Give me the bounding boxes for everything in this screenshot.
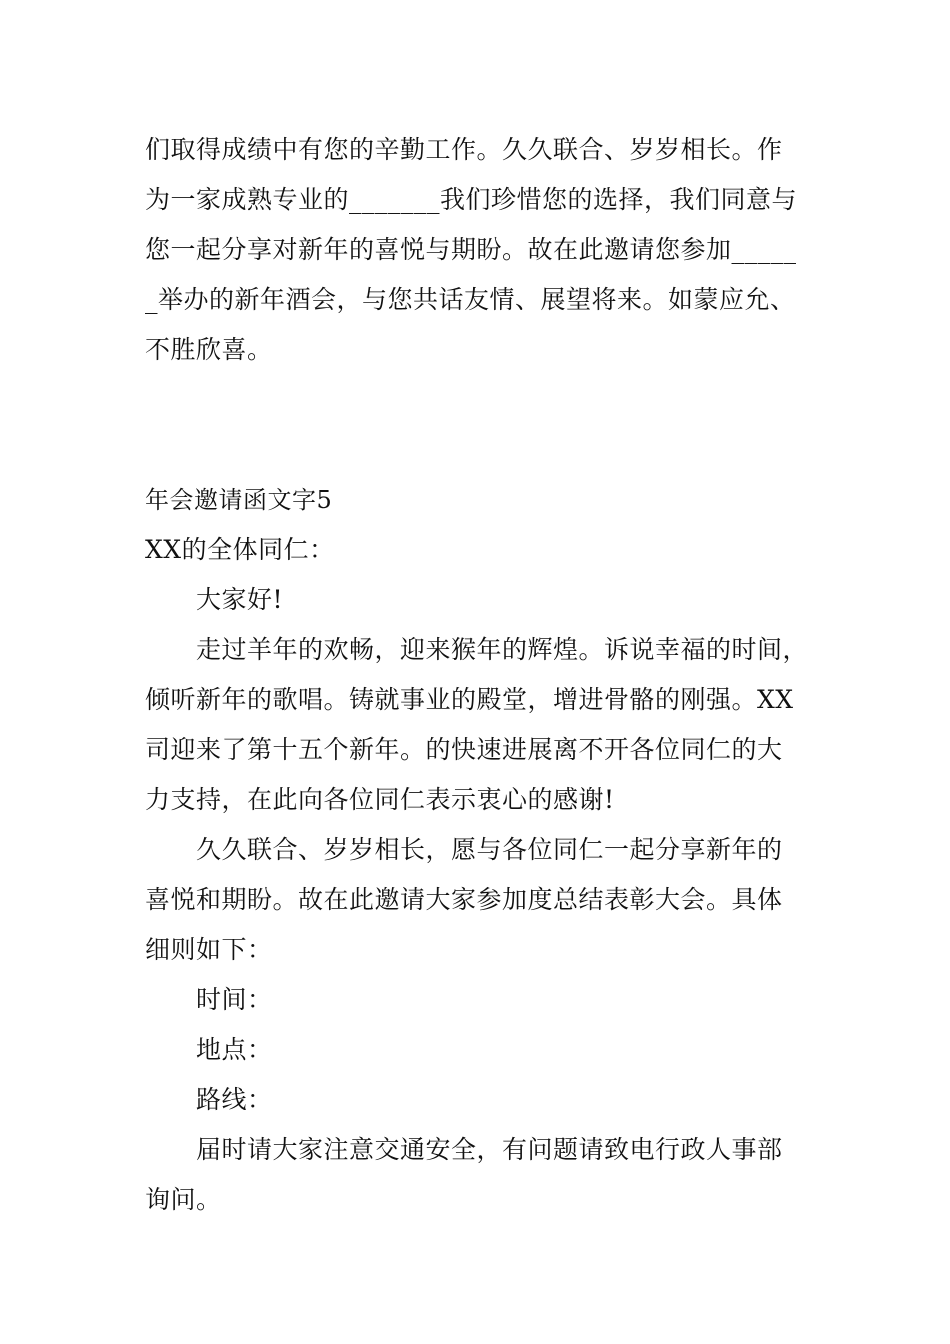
continuation-line-1: 们取得成绩中有您的辛勤工作。久久联合、岁岁相长。作 [145,135,783,164]
paragraph1-line-3: 司迎来了第十五个新年。的快速进展离不开各位同仁的大 [145,735,783,764]
section-title: 年会邀请函文字5 [145,486,333,514]
continuation-line-5: 不胜欣喜。 [145,335,273,364]
paragraph2-line-3: 细则如下： [145,935,273,964]
closing-line-2: 询问。 [145,1185,222,1214]
salutation: XX的全体同仁： [145,535,335,564]
paragraph1-line-4: 力支持，在此向各位同仁表示衷心的感谢! [145,785,615,814]
paragraph2-line-2: 喜悦和期盼。故在此邀请大家参加度总结表彰大会。具体 [145,885,783,914]
continuation-line-3: 您一起分享对新年的喜悦与期盼。故在此邀请您参加_____ [145,235,797,264]
greeting: 大家好! [196,585,284,614]
continuation-line-4: _举办的新年酒会，与您共话友情、展望将来。如蒙应允、 [145,285,796,314]
paragraph2-line-1: 久久联合、岁岁相长，愿与各位同仁一起分享新年的 [196,835,783,864]
place-label: 地点： [196,1035,273,1064]
continuation-line-2: 为一家成熟专业的_______我们珍惜您的选择，我们同意与 [145,185,798,214]
paragraph1-line-2: 倾听新年的歌唱。铸就事业的殿堂，增进骨骼的刚强。XX [145,685,794,714]
route-label: 路线： [196,1085,273,1114]
closing-line-1: 届时请大家注意交通安全，有问题请致电行政人事部 [196,1135,783,1164]
time-label: 时间： [196,985,273,1014]
paragraph1-line-1: 走过羊年的欢畅，迎来猴年的辉煌。诉说幸福的时间， [196,635,809,664]
